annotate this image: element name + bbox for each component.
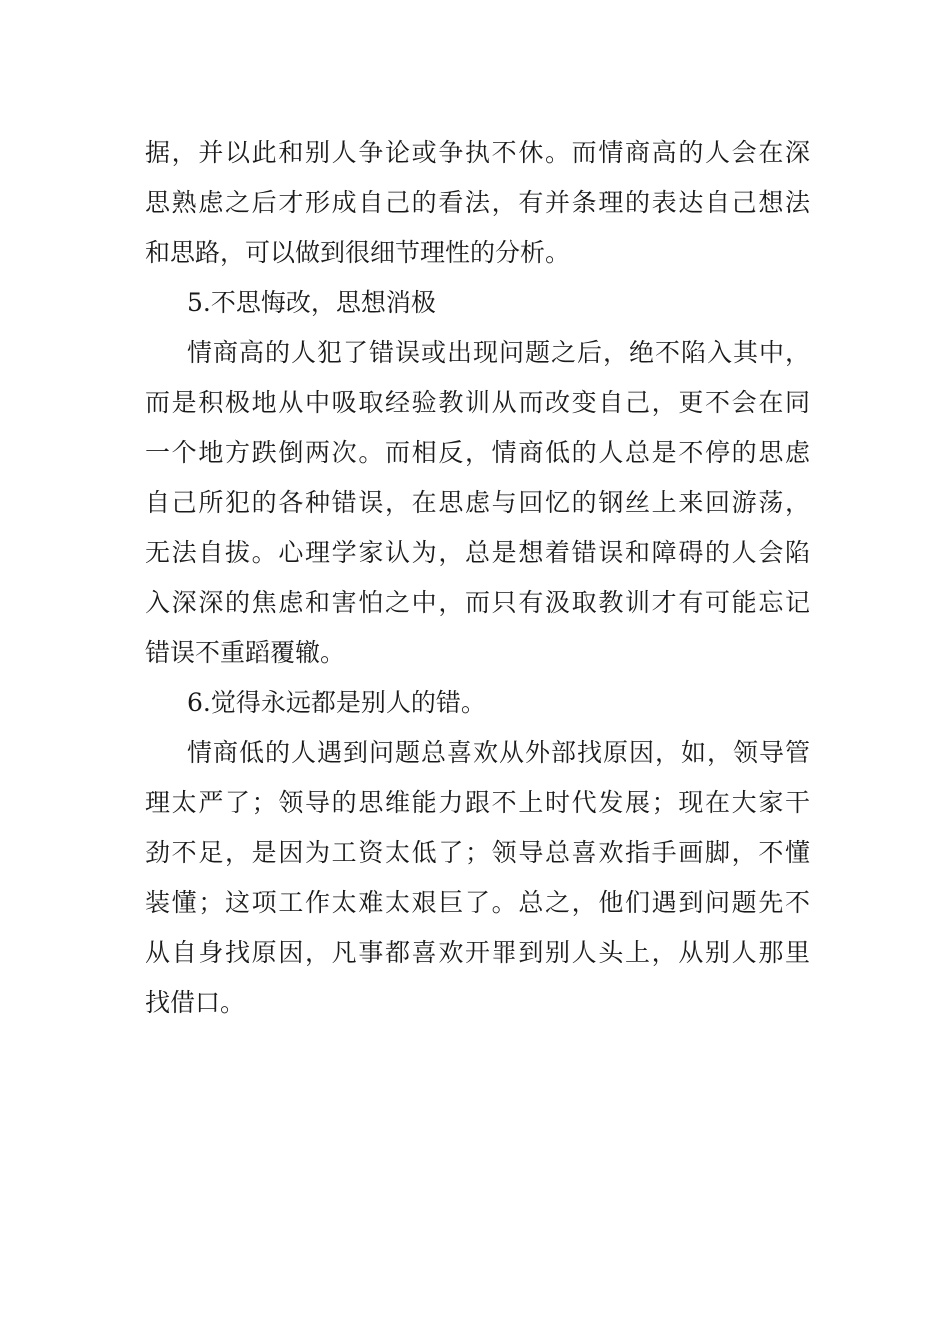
text-line: 自己所犯的各种错误，在思虑与回忆的钢丝上来回游荡， <box>145 488 810 517</box>
heading-text: 6.觉得永远都是别人的错。 <box>187 688 486 717</box>
text-line: 而是积极地从中吸取经验教训从而改变自己，更不会在同 <box>145 388 810 417</box>
text-line: 装懂；这项工作太难太艰巨了。总之，他们遇到问题先不 <box>145 888 810 917</box>
text-line: 错误不重蹈覆辙。 <box>145 638 346 667</box>
text-line: 劲不足，是因为工资太低了；领导总喜欢指手画脚，不懂 <box>145 838 810 867</box>
section-heading-6 <box>145 678 810 728</box>
text-line: 从自身找原因，凡事都喜欢开罪到别人头上，从别人那里 <box>145 938 810 967</box>
section-heading-5 <box>145 278 810 328</box>
paragraph-continuation <box>145 128 810 278</box>
paragraph-section-5 <box>145 328 810 678</box>
heading-text: 5.不思悔改，思想消极 <box>187 288 436 317</box>
text-line: 情商低的人遇到问题总喜欢从外部找原因，如，领导管 <box>187 738 810 767</box>
text-line: 理太严了；领导的思维能力跟不上时代发展；现在大家干 <box>145 788 810 817</box>
text-line: 无法自拔。心理学家认为，总是想着错误和障碍的人会陷 <box>145 538 810 567</box>
text-line: 思熟虑之后才形成自己的看法，有并条理的表达自己想法 <box>145 188 810 217</box>
text-line: 入深深的焦虑和害怕之中，而只有汲取教训才有可能忘记 <box>145 588 810 617</box>
text-line: 和思路，可以做到很细节理性的分析。 <box>145 238 571 267</box>
text-line: 一个地方跌倒两次。而相反，情商低的人总是不停的思虑 <box>145 438 810 467</box>
text-line: 据，并以此和别人争论或争执不休。而情商高的人会在深 <box>145 138 810 167</box>
text-line: 情商高的人犯了错误或出现问题之后，绝不陷入其中， <box>187 338 810 367</box>
text-line: 找借口。 <box>145 988 246 1017</box>
paragraph-section-6 <box>145 728 810 1028</box>
document-body <box>145 128 810 1028</box>
